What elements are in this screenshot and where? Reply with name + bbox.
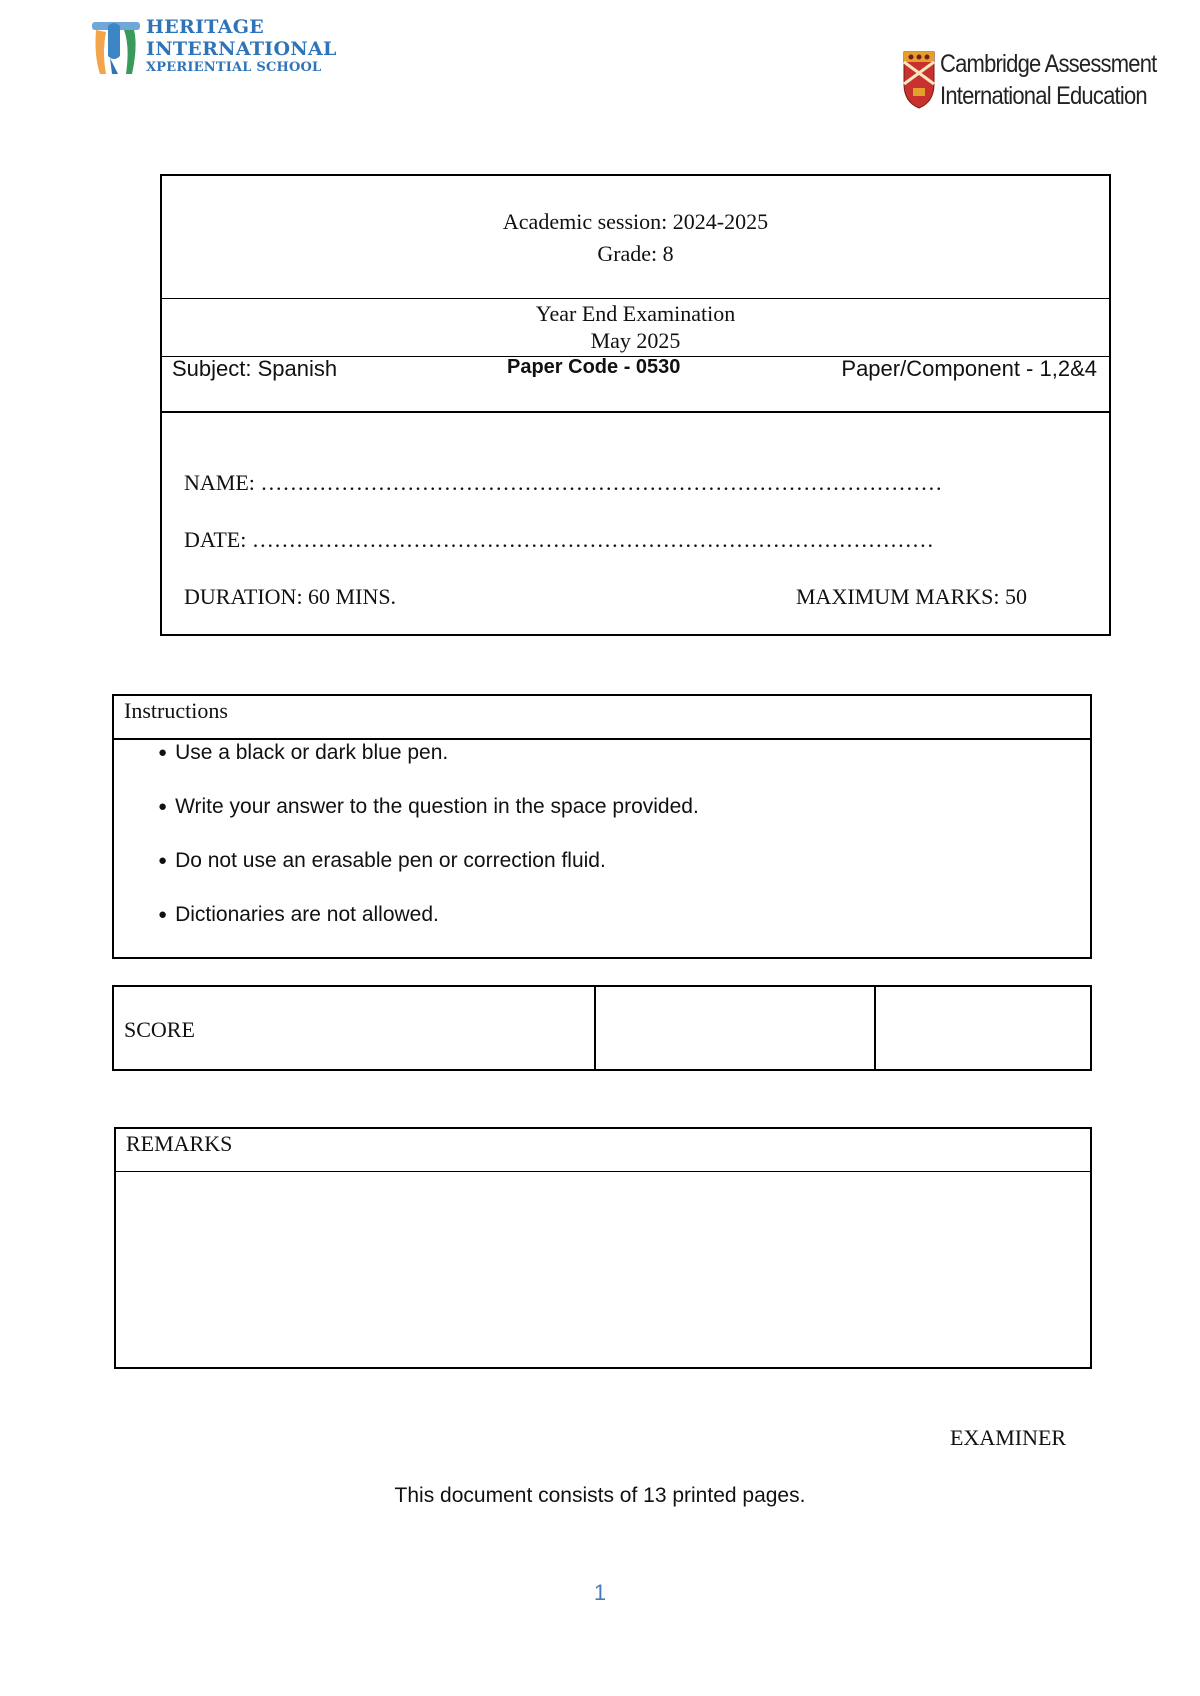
instructions-list [158, 740, 699, 956]
school-emblem-icon [90, 16, 142, 76]
exam-header-box [160, 174, 1111, 636]
cell-divider [594, 987, 596, 1069]
exam-title-block [162, 300, 1109, 354]
session-block [162, 206, 1109, 270]
school-name-line1: HERITAGE [146, 16, 265, 38]
duration: DURATION: 60 MINS. [184, 584, 397, 609]
cambridge-name-line1: Cambridge Assessment [940, 50, 1157, 78]
divider [162, 411, 1109, 413]
document-page-count-note: This document consists of 13 printed pages. [394, 1484, 806, 1507]
divider [116, 1171, 1090, 1172]
instructions-heading: Instructions [124, 698, 228, 723]
school-name-line2: INTERNATIONAL [146, 38, 337, 60]
exam-date: May 2025 [590, 328, 681, 353]
cambridge-shield-icon [902, 50, 936, 110]
subject-row [162, 356, 1109, 384]
paper-component: Paper/Component - 1,2&4 [841, 356, 1097, 381]
paper-code: Paper Code - 0530 [507, 356, 681, 378]
exam-name: Year End Examination [535, 301, 736, 326]
remarks-label: REMARKS [126, 1131, 233, 1156]
instruction-item: ● Do not use an erasable pen or correction fluid. [158, 848, 699, 902]
school-name-line3: XPERIENTIAL SCHOOL [146, 60, 322, 75]
instruction-item: ● Dictionaries are not allowed. [158, 902, 699, 956]
maximum-marks: MAXIMUM MARKS: 50 [796, 584, 1028, 609]
remarks-box[interactable] [114, 1127, 1092, 1369]
instructions-box [112, 694, 1092, 959]
instruction-item: ● Write your answer to the question in the space provided. [158, 794, 699, 848]
page-number: 1 [593, 1580, 607, 1605]
subject-label: Subject: Spanish [172, 356, 338, 381]
school-logo [90, 16, 340, 78]
academic-session: Academic session: 2024-2025 [502, 209, 769, 234]
name-field[interactable]: NAME: ………………………………………………………………………………… [184, 470, 943, 495]
date-field[interactable]: DATE: ………………………………………………………………………………… [184, 527, 934, 552]
cell-divider [874, 987, 876, 1069]
instruction-item: ● Use a black or dark blue pen. [158, 740, 699, 794]
grade: Grade: 8 [597, 241, 674, 266]
score-table [112, 985, 1092, 1071]
cambridge-name-line2: International Education [940, 82, 1147, 110]
examiner-label: EXAMINER [950, 1425, 1067, 1450]
divider [162, 298, 1109, 299]
cambridge-logo [902, 46, 1157, 116]
score-label: SCORE [124, 1017, 195, 1042]
